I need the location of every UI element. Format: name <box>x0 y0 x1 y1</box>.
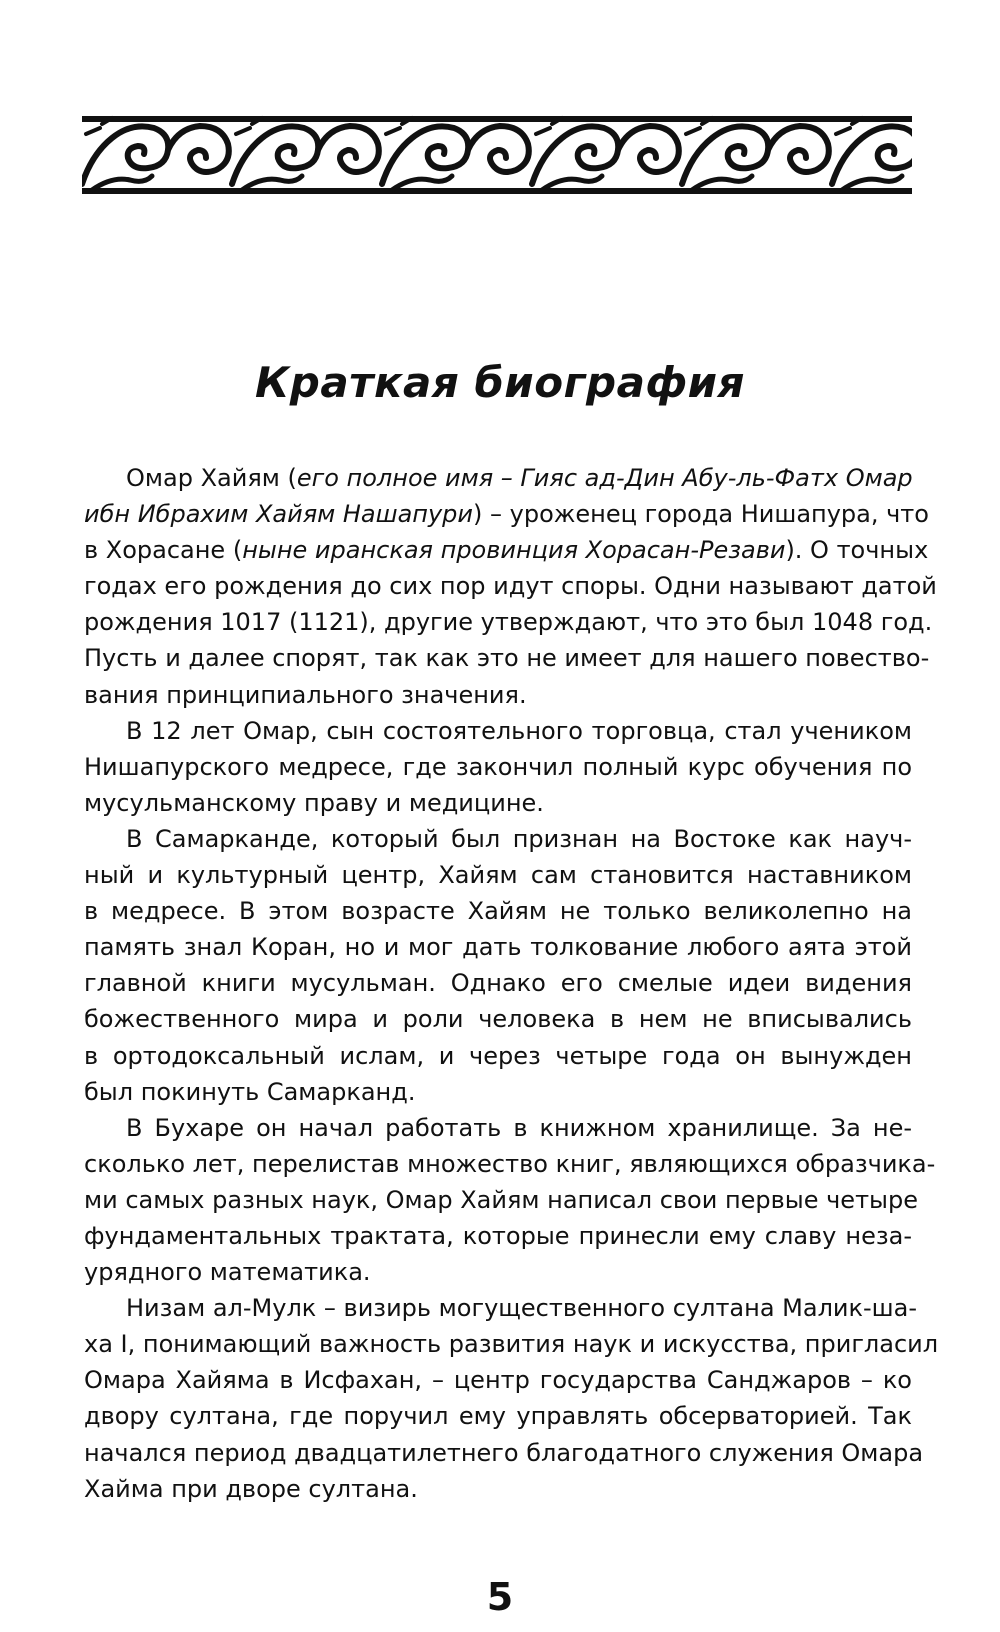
text-span: ) – уроженец города Нишапура, что <box>473 500 929 529</box>
text-span: главной книги мусульман. Однако его смелые идеи видения <box>84 969 912 998</box>
text-span: В Самарканде, который был признан на Востоке как науч- <box>126 824 912 853</box>
text-span: В Бухаре он начал работать в книжном хранилище. За не- <box>126 1113 912 1142</box>
text-line <box>84 1074 912 1110</box>
text-span: память знал Коран, но и мог дать толкование любого аята этой <box>84 933 912 962</box>
text-line <box>84 1146 936 1182</box>
body-text <box>84 460 939 1507</box>
text-span: ми самых разных наук, Омар Хайям написал свои первые четыре <box>84 1185 918 1214</box>
decorative-ornament-border <box>82 112 912 198</box>
text-line <box>84 1038 912 1074</box>
text-line <box>84 496 929 532</box>
text-line <box>84 893 912 929</box>
text-line <box>84 1290 918 1326</box>
text-line <box>84 1182 918 1218</box>
text-line <box>84 1398 912 1434</box>
text-span: Омара Хайяма в Исфахан, – центр государства Санджаров – ко <box>84 1366 912 1395</box>
text-span: был покинуть Самарканд. <box>84 1077 416 1106</box>
text-line <box>84 1001 912 1037</box>
text-span: в медресе. В этом возрасте Хайям не только великолепно на <box>84 897 912 926</box>
text-span: рождения 1017 (1121), другие утверждают, что это был 1048 год. <box>84 608 933 637</box>
page-title: Краткая биография <box>254 358 746 407</box>
text-line <box>84 1326 939 1362</box>
text-line <box>84 460 912 496</box>
text-line <box>84 785 912 821</box>
text-line <box>84 713 912 749</box>
text-line <box>84 640 930 676</box>
text-span: урядного математика. <box>84 1258 371 1287</box>
text-span: двору султана, где поручил ему управлять обсерваторией. Так <box>84 1402 912 1431</box>
text-span: Низам ал-Мулк – визирь могущественного султана Малик-ша- <box>126 1294 918 1323</box>
text-span: в Хорасане ( <box>84 536 243 565</box>
italic-text: его полное имя – Гияс ад-Дин Абу-ль-Фатх Омар <box>296 464 913 492</box>
text-span: В 12 лет Омар, сын состоятельного торговца, стал учеником <box>126 716 912 745</box>
text-line <box>84 857 912 893</box>
text-span: Нишапурского медресе, где закончил полный курс обучения по <box>84 752 912 781</box>
text-span: мусульманскому праву и медицине. <box>84 788 544 817</box>
text-span: вания принципиального значения. <box>84 680 527 709</box>
text-span: в ортодоксальный ислам, и через четыре года он вынужден <box>84 1041 912 1070</box>
text-line <box>84 532 929 568</box>
text-span: ). О точных <box>785 536 929 565</box>
text-span: годах его рождения до сих пор идут споры. Одни называют датой <box>84 572 937 601</box>
text-line <box>84 677 912 713</box>
text-span: Хайма при дворе султана. <box>84 1474 418 1503</box>
italic-text: ныне иранская провинция Хорасан-Резави <box>242 536 786 565</box>
text-span: ный и культурный центр, Хайям сам становится наставником <box>84 861 912 890</box>
text-line <box>84 1110 912 1146</box>
text-line <box>84 1218 912 1254</box>
page-number: 5 <box>486 1575 514 1619</box>
text-line <box>84 1362 912 1398</box>
text-span: божественного мира и роли человека в нем не вписывались <box>84 1005 912 1034</box>
text-line <box>84 929 912 965</box>
text-span: фундаментальных трактата, которые принесли ему славу неза- <box>84 1221 912 1250</box>
text-span: Омар Хайям ( <box>126 464 297 492</box>
italic-text: ибн Ибрахим Хайям Нашапури <box>84 500 474 529</box>
text-line <box>84 965 912 1001</box>
text-line <box>84 1471 912 1507</box>
text-line <box>84 1435 924 1471</box>
text-line <box>84 749 912 785</box>
text-line <box>84 604 933 640</box>
text-span: сколько лет, перелистав множество книг, являющихся образчика- <box>84 1149 936 1178</box>
text-span: Пусть и далее спорят, так как это не имеет для нашего повество- <box>84 644 930 673</box>
text-span: начался период двадцатилетнего благодатного служения Омара <box>84 1438 924 1467</box>
text-line <box>84 821 912 857</box>
text-line <box>84 568 937 604</box>
text-line <box>84 1254 912 1290</box>
text-span: ха I, понимающий важность развития наук и искусства, пригласил <box>84 1330 939 1359</box>
